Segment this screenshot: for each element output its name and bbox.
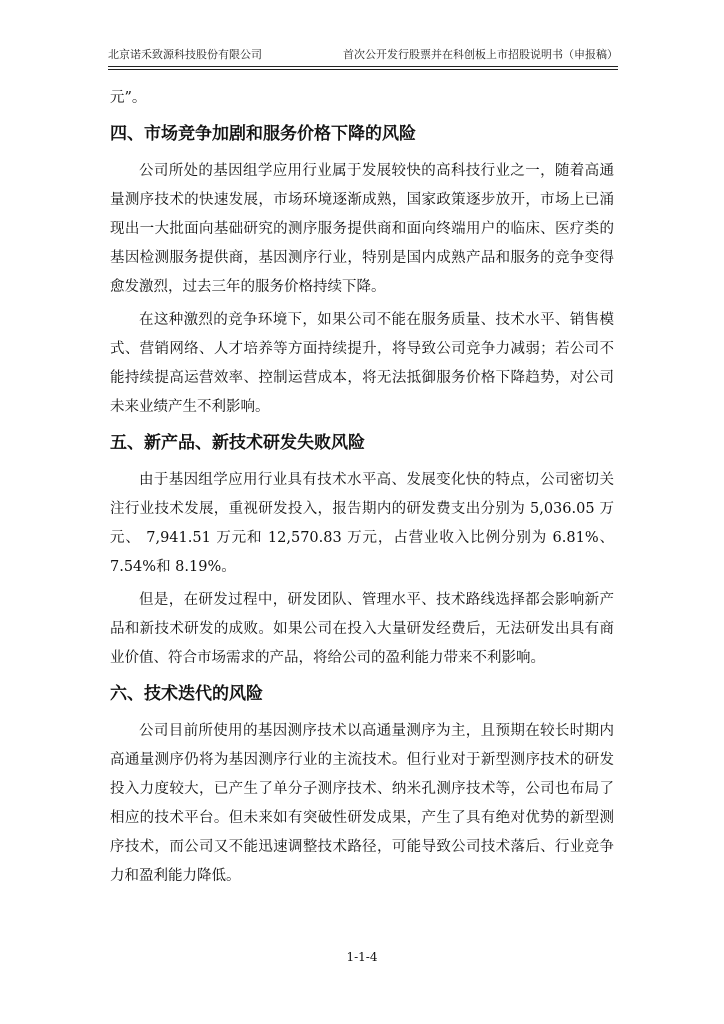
page-body bbox=[110, 84, 614, 895]
paragraph: 由于基因组学应用行业具有技术水平高、发展变化快的特点，公司密切关注行业技术发展，重视研发投入，报告期内的研发费支出分别为 5,036.05 万元、 7,941.51 万元和 12,570.83 万元，占营业收入比例分别为 6.81%、7.54%和 8.19%。 bbox=[110, 472, 614, 575]
header-company: 北京诺禾致源科技股份有限公司 bbox=[108, 48, 262, 61]
section-heading-4: 四、市场竞争加剧和服务价格下降的风险 bbox=[110, 124, 416, 144]
continuation-text: 元”。 bbox=[110, 90, 147, 106]
header-document-title: 首次公开发行股票并在科创板上市招股说明书（申报稿） bbox=[343, 48, 618, 61]
paragraph: 但是，在研发过程中，研发团队、管理水平、技术路线选择都会影响新产品和新技术研发的成败。如果公司在投入大量研发经费后，无法研发出具有商业价值、符合市场需求的产品，将给公司的盈利能力带来不利影响。 bbox=[110, 592, 614, 666]
section-heading-6: 六、技术迭代的风险 bbox=[110, 684, 263, 704]
section-heading-5: 五、新产品、新技术研发失败风险 bbox=[110, 433, 365, 453]
page-number: 1-1-4 bbox=[346, 950, 378, 964]
page-header bbox=[108, 48, 618, 64]
header-rule bbox=[108, 66, 618, 70]
paragraph: 在这种激烈的竞争环境下，如果公司不能在服务质量、技术水平、销售模式、营销网络、人才培养等方面持续提升，将导致公司竞争力减弱；若公司不能持续提高运营效率、控制运营成本，将无法抵御服务价格下降趋势，对公司未来业绩产生不利影响。 bbox=[110, 312, 614, 415]
paragraph: 公司目前所使用的基因测序技术以高通量测序为主，且预期在较长时期内高通量测序仍将为基因测序行业的主流技术。但行业对于新型测序技术的研发投入力度较大，已产生了单分子测序技术、纳米孔测序技术等，公司也布局了相应的技术平台。但未来如有突破性研发成果，产生了具有绝对优势的新型测序技术，而公司又不能迅速调整技术路径，可能导致公司技术落后、行业竞争力和盈利能力降低。 bbox=[110, 723, 614, 884]
paragraph: 公司所处的基因组学应用行业属于发展较快的高科技行业之一，随着高通量测序技术的快速发展，市场环境逐渐成熟，国家政策逐步放开，市场上已涌现出一大批面向基础研究的测序服务提供商和面向终端用户的临床、医疗类的基因检测服务提供商，基因测序行业，特别是国内成熟产品和服务的竞争变得愈发激烈，过去三年的服务价格持续下降。 bbox=[110, 163, 614, 295]
